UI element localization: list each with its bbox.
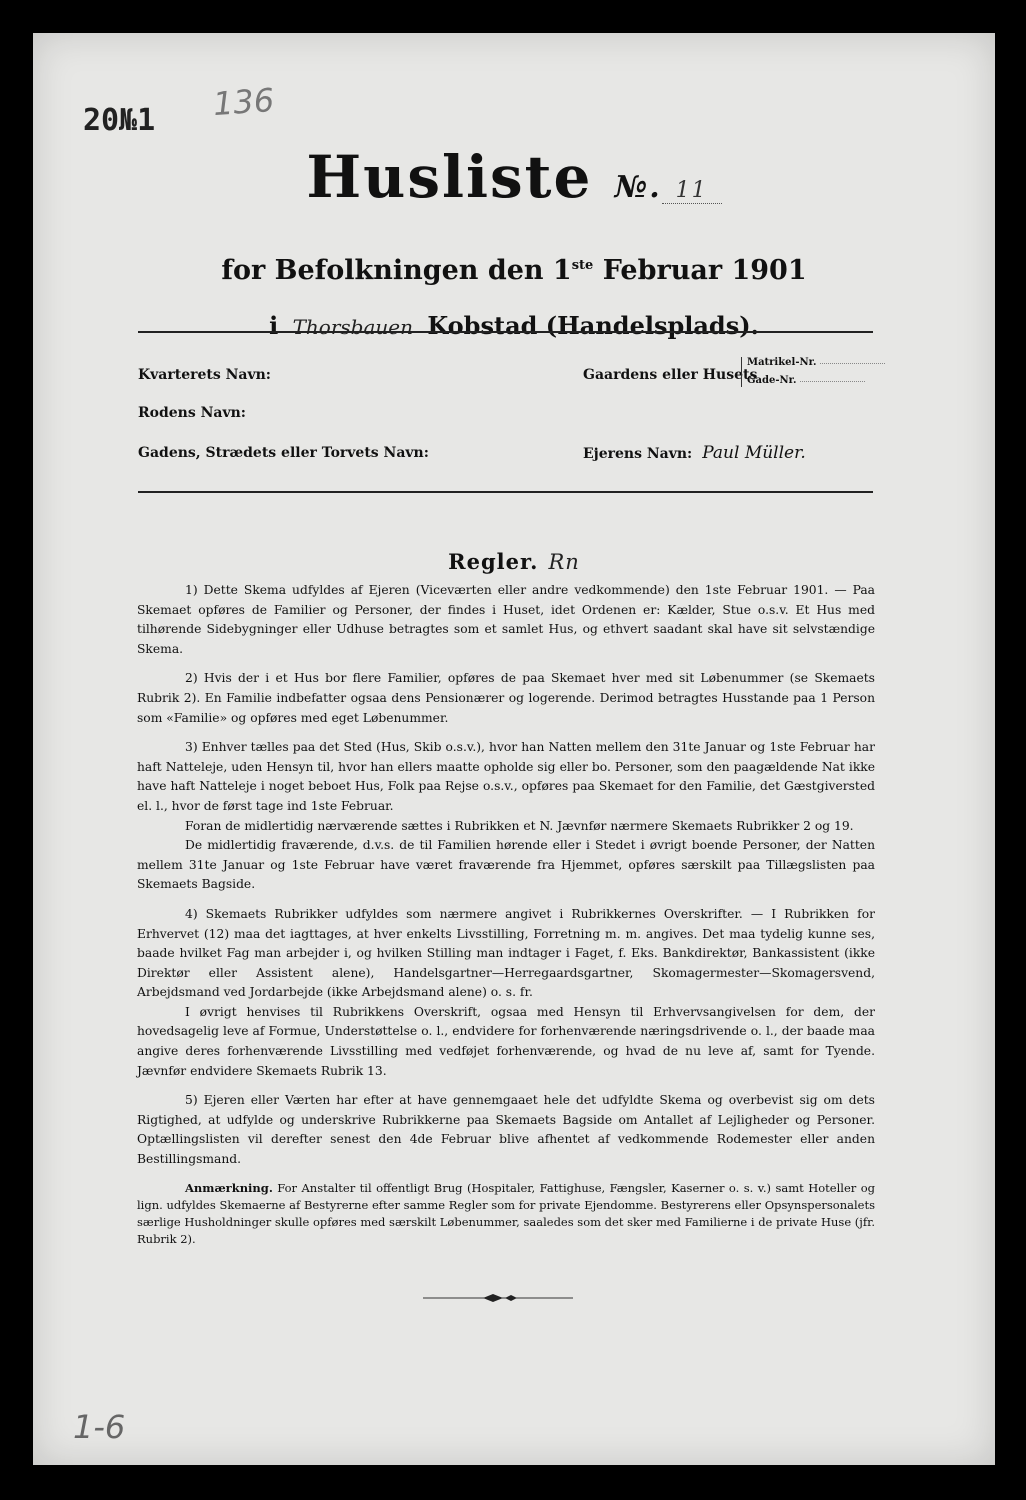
brace-line [741,357,742,387]
regler-heading [33,549,995,574]
field-kvarter: Kvarterets Navn: [138,367,271,383]
field-matrikel-label: Matrikel-Nr. [747,357,817,368]
rule-paragraph-2: 2) Hvis der i et Hus bor flere Familier, opføres de paa Skemaet hver med sit Løbenummer (se Skemaets Rubrik 2). En Familie indbefatter ogsaa dens Pensionærer og logerende. Derimod betragtes Husstande paa 1 Person som «Familie» og opføres med eget Løbenummer. [137,671,875,725]
subtitle-place-prefix: i [269,311,279,340]
subtitle-place-handwritten: Thorsbauen [292,315,413,339]
rule-paragraph-4b: I øvrigt henvises til Rubrikkens Overskrift, ogsaa med Hensyn til Erhvervsangivelsen for dem, der hovedsagelig leve af Formue, Understøttelse o. l., endvidere for forhenværende næringsdrivende o. l., der baade maa angive deres forhenværende Livsstilling med vedføjet forhenværende, og hvad de nu leve af, samt for Tyende. Jævnfør endvidere Skemaets Rubrik 13. [137,1004,875,1078]
document-page [33,33,995,1465]
title-text: Husliste [306,143,593,211]
note-text: For Anstalter til offentligt Brug (Hospitaler, Fattighuse, Fængsler, Kaserner o. s. v.) samt Hoteller og lign. udfyldes Skemaerne af Bestyrerne efter samme Regler som for private Ejendomme. Bestyrerens eller Opsynspersonalets særlige Husholdninger skulle opføres med særskilt Løbenummer, saaledes som det sker med Familierne i de private Huse (jfr. Rubrik 2). [137,1180,875,1246]
note-label: Anmærkning. [185,1180,273,1195]
subtitle-date-part1: for Befolkningen den 1 [221,255,572,286]
subtitle-date-sup: ste [571,258,594,273]
field-ejerens-label: Ejerens Navn: [583,446,693,462]
page-title [33,143,995,211]
rule-paragraph-3c: De midlertidig fraværende, d.v.s. de til Familien hørende eller i Stedet i øvrigt boende Personer, der Natten mellem 31te Januar og 1ste Februar have været fraværende fra Hjemmet, opføres særskilt paa Tillægslisten paa Skemaets Bagside. [137,838,875,892]
title-no-handwritten: 11 [662,178,722,204]
ornament-divider [423,1293,573,1303]
subtitle-place [33,311,995,340]
subtitle-place-suffix: Kobstad (Handelsplads). [427,311,759,340]
field-gade [747,375,865,386]
rules-body [137,581,875,1258]
subtitle-date-part2: Februar 1901 [593,255,807,286]
rule-paragraph-1: 1) Dette Skema udfyldes af Ejeren (Viceværten eller andre vedkommende) den 1ste Februar 1901. — Paa Skemaet opføres de Familier og Personer, der findes i Huset, idet Ordenen er: Kælder, Stue o.s.v. Et Hus med tilhørende Sidebygninger eller Udhuse betragtes som et samlet Hus, og ethvert saadant skal have sit selvstændige Skema. [137,583,875,656]
rule-paragraph-3b: Foran de midlertidig nærværende sættes i Rubrikken et N. Jævnfør nærmere Skemaets Rubrikker 2 og 19. [185,818,854,833]
field-ejerens-handwritten: Paul Müller. [702,443,806,463]
rule-paragraph-5: 5) Ejeren eller Værten har efter at have gennemgaaet hele det udfyldte Skema og overbevist sig om dets Rigtighed, at udfylde og underskrive Rubrikkerne paa Skemaets Bagside om Antallet af Lejligheder og Personer. Optællingslisten vil derefter senest den 4de Februar blive afhentet af vedkommende Rodemester eller anden Bestillingsmand. [137,1093,875,1167]
field-gade-label: Gade-Nr. [747,375,797,386]
field-gaden: Gadens, Strædets eller Torvets Navn: [138,445,429,461]
field-gaardens: Gaardens eller Husets [583,367,758,383]
divider-bottom [138,491,873,493]
field-matrikel [747,357,885,368]
pencil-annotation: 136 [211,80,276,124]
field-roden: Rodens Navn: [138,405,246,421]
regler-handwritten: Rn [548,550,580,574]
rule-paragraph-3: 3) Enhver tælles paa det Sted (Hus, Skib o.s.v.), hvor han Natten mellem den 31te Januar og 1ste Februar har haft Natteleje, uden Hensyn til, hvor han ellers maatte opholde sig eller bo. Personer, som den paagældende Nat ikke have haft Natteleje i noget beboet Hus, Folk paa Rejse o.s.v., opføres paa Skemaet for den Familie, det Gæstgiversted el. l., hvor de først tage ind 1ste Februar. [137,740,875,813]
field-ejerens [583,443,806,463]
divider-top [138,331,873,333]
pencil-annotation-bottom: 1-6 [73,1408,126,1446]
field-gade-dots [800,380,865,382]
subtitle-date [33,255,995,286]
title-no: №. [614,170,662,205]
regler-title: Regler. [448,549,539,574]
stamp-number: 20№1 [83,103,156,138]
note-paragraph [137,1180,875,1248]
field-matrikel-dots [820,362,885,364]
rule-paragraph-4: 4) Skemaets Rubrikker udfyldes som nærmere angivet i Rubrikkernes Overskrifter. — I Rubrikken for Erhvervet (12) maa det iagttages, at hver enkelts Livsstilling, Forretning m. m. angives. Det maa tydelig kunne ses, baade hvilket Fag man arbejder i, og hvilken Stilling man indtager i Faget, f. Eks. Bankdirektør, Bankassistent (ikke Direktør eller Assistent alene), Handelsgartner—Herregaardsgartner, Skomagermester—Skomagersvend, Arbejdsmand ved Jordarbejde (ikke Arbejdsmand alene) o. s. fr. [137,906,875,1000]
